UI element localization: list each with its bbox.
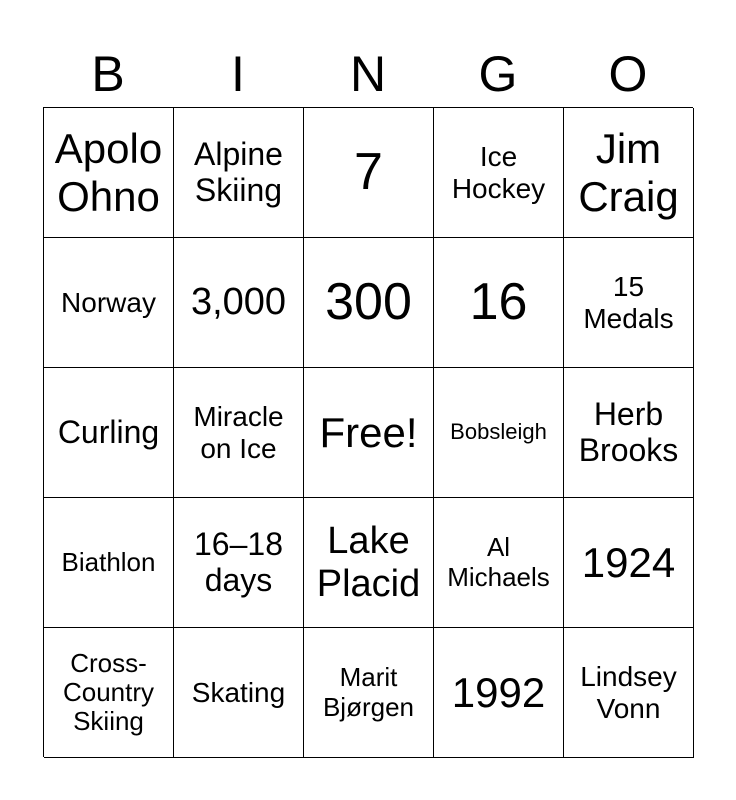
bingo-cell[interactable]: Jim Craig	[564, 108, 694, 238]
bingo-cell[interactable]: 1924	[564, 498, 694, 628]
bingo-cell[interactable]: Bobsleigh	[434, 368, 564, 498]
header-letter-i: I	[231, 46, 245, 102]
header-letter-n: N	[349, 46, 387, 102]
bingo-cell[interactable]: 15 Medals	[564, 238, 694, 368]
bingo-cell[interactable]: Curling	[44, 368, 174, 498]
bingo-board	[43, 107, 693, 757]
bingo-cell[interactable]: Miracle on Ice	[174, 368, 304, 498]
header-letter-o: O	[608, 46, 648, 102]
bingo-cell[interactable]: 1992	[434, 628, 564, 758]
bingo-cell[interactable]: Al Michaels	[434, 498, 564, 628]
bingo-cell[interactable]: 3,000	[174, 238, 304, 368]
bingo-cell[interactable]: Marit Bjørgen	[304, 628, 434, 758]
bingo-free-space[interactable]: Free!	[304, 368, 434, 498]
header-letter-g: G	[478, 46, 518, 102]
bingo-cell[interactable]: Alpine Skiing	[174, 108, 304, 238]
bingo-cell[interactable]: Ice Hockey	[434, 108, 564, 238]
bingo-cell[interactable]: 16–18 days	[174, 498, 304, 628]
bingo-cell[interactable]: 7	[304, 108, 434, 238]
header-letter-b: B	[91, 46, 125, 102]
bingo-header	[43, 40, 693, 108]
bingo-cell[interactable]: Norway	[44, 238, 174, 368]
bingo-cell[interactable]: 300	[304, 238, 434, 368]
bingo-cell[interactable]: Biathlon	[44, 498, 174, 628]
bingo-cell[interactable]: Lake Placid	[304, 498, 434, 628]
bingo-cell[interactable]: Herb Brooks	[564, 368, 694, 498]
bingo-cell[interactable]: Apolo Ohno	[44, 108, 174, 238]
bingo-cell[interactable]: Skating	[174, 628, 304, 758]
bingo-cell[interactable]: 16	[434, 238, 564, 368]
bingo-cell[interactable]: Cross- Country Skiing	[44, 628, 174, 758]
bingo-cell[interactable]: Lindsey Vonn	[564, 628, 694, 758]
